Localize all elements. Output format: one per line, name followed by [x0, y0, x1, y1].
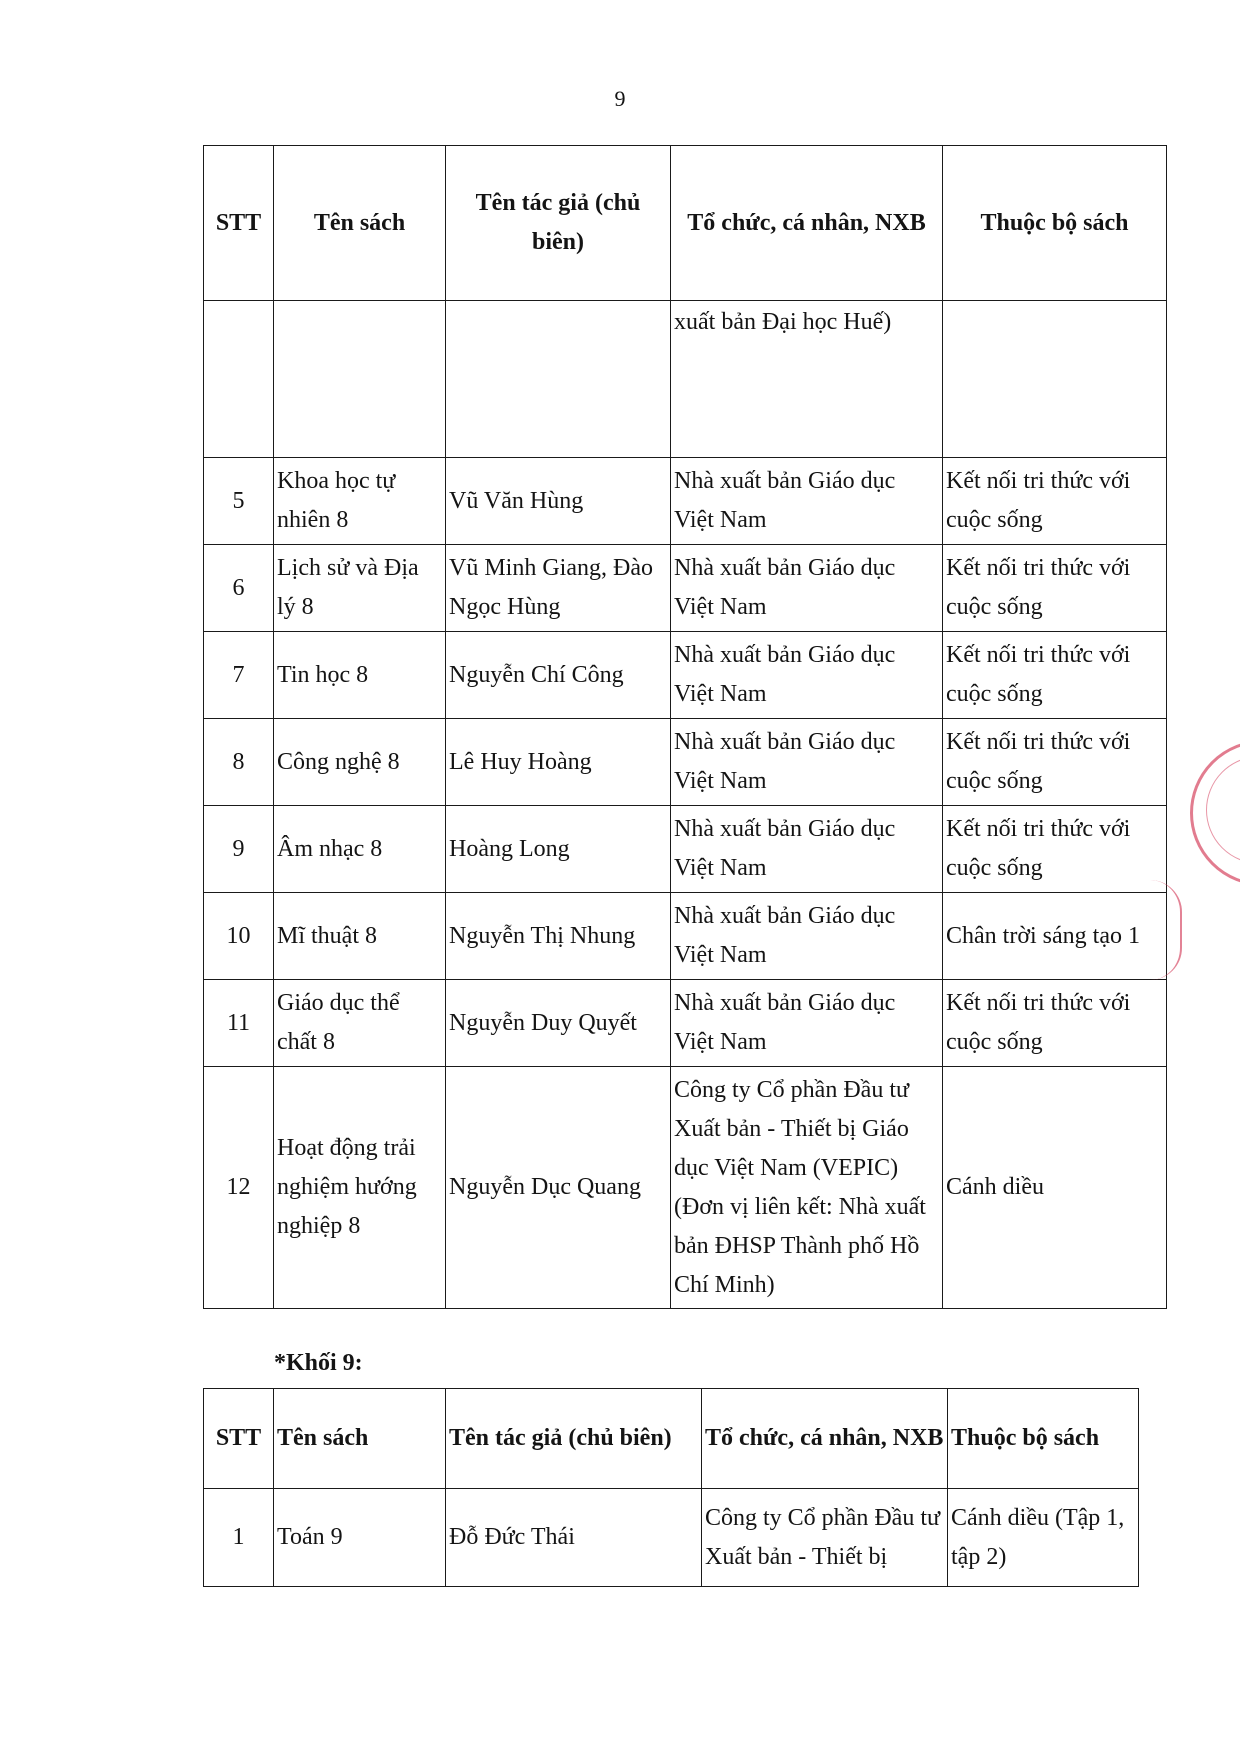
cell-nxb: Nhà xuất bản Giáo dục Việt Nam	[671, 632, 943, 719]
header-stt: STT	[204, 1389, 274, 1489]
header-ten-sach: Tên sách	[274, 1389, 446, 1489]
cell-stt	[204, 301, 274, 458]
official-seal-edge	[1150, 880, 1182, 980]
table-khoi-8	[203, 145, 1167, 1309]
cell-tac-gia	[446, 301, 671, 458]
cell-ten-sach: Âm nhạc 8	[274, 806, 446, 893]
cell-ten-sach: Tin học 8	[274, 632, 446, 719]
header-nxb: Tổ chức, cá nhân, NXB	[702, 1389, 948, 1489]
section-heading-khoi-9: *Khối 9:	[274, 1350, 363, 1376]
header-stt: STT	[204, 146, 274, 301]
cell-bo-sach: Chân trời sáng tạo 1	[943, 893, 1167, 980]
cell-nxb: xuất bản Đại học Huế)	[671, 301, 943, 458]
cell-tac-gia: Đỗ Đức Thái	[446, 1489, 702, 1587]
cell-stt: 5	[204, 458, 274, 545]
cell-nxb: Nhà xuất bản Giáo dục Việt Nam	[671, 458, 943, 545]
header-bo-sach: Thuộc bộ sách	[943, 146, 1167, 301]
table-header-row	[204, 146, 1167, 301]
cell-nxb: Nhà xuất bản Giáo dục Việt Nam	[671, 893, 943, 980]
continuation-row	[204, 301, 1167, 458]
cell-bo-sach	[943, 301, 1167, 458]
cell-ten-sach: Mĩ thuật 8	[274, 893, 446, 980]
cell-stt: 12	[204, 1067, 274, 1309]
cell-bo-sach: Kết nối tri thức với cuộc sống	[943, 980, 1167, 1067]
table-row	[204, 1489, 1139, 1587]
cell-nxb: Nhà xuất bản Giáo dục Việt Nam	[671, 719, 943, 806]
cell-stt: 10	[204, 893, 274, 980]
cell-tac-gia: Nguyễn Thị Nhung	[446, 893, 671, 980]
table-row	[204, 980, 1167, 1067]
cell-tac-gia: Vũ Minh Giang, Đào Ngọc Hùng	[446, 545, 671, 632]
cell-nxb: Công ty Cổ phần Đầu tư Xuất bản - Thiết bị Giáo dục Việt Nam (VEPIC) (Đơn vị liên kết: Nhà xuất bản ĐHSP Thành phố Hồ Chí Minh)	[671, 1067, 943, 1309]
cell-nxb: Nhà xuất bản Giáo dục Việt Nam	[671, 806, 943, 893]
cell-tac-gia: Lê Huy Hoàng	[446, 719, 671, 806]
cell-nxb: Nhà xuất bản Giáo dục Việt Nam	[671, 545, 943, 632]
cell-stt: 6	[204, 545, 274, 632]
cell-bo-sach: Cánh diều (Tập 1, tập 2)	[948, 1489, 1139, 1587]
table-row	[204, 1067, 1167, 1309]
table-row	[204, 806, 1167, 893]
table-khoi-9	[203, 1388, 1139, 1587]
cell-tac-gia: Nguyễn Dục Quang	[446, 1067, 671, 1309]
page-number: 9	[614, 86, 626, 111]
header-tac-gia: Tên tác giả (chủ biên)	[446, 146, 671, 301]
cell-tac-gia: Hoàng Long	[446, 806, 671, 893]
cell-stt: 9	[204, 806, 274, 893]
table-row	[204, 632, 1167, 719]
cell-bo-sach: Kết nối tri thức với cuộc sống	[943, 632, 1167, 719]
cell-nxb: Nhà xuất bản Giáo dục Việt Nam	[671, 980, 943, 1067]
header-ten-sach: Tên sách	[274, 146, 446, 301]
cell-ten-sach: Toán 9	[274, 1489, 446, 1587]
cell-stt: 7	[204, 632, 274, 719]
table-header-row	[204, 1389, 1139, 1489]
cell-tac-gia: Nguyễn Duy Quyết	[446, 980, 671, 1067]
header-nxb: Tổ chức, cá nhân, NXB	[671, 146, 943, 301]
table-row	[204, 719, 1167, 806]
cell-stt: 11	[204, 980, 274, 1067]
cell-nxb: Công ty Cổ phần Đầu tư Xuất bản - Thiết bị	[702, 1489, 948, 1587]
cell-ten-sach	[274, 301, 446, 458]
table-row	[204, 458, 1167, 545]
cell-stt: 1	[204, 1489, 274, 1587]
header-tac-gia: Tên tác giả (chủ biên)	[446, 1389, 702, 1489]
table-row	[204, 545, 1167, 632]
cell-tac-gia: Nguyễn Chí Công	[446, 632, 671, 719]
cell-bo-sach: Kết nối tri thức với cuộc sống	[943, 719, 1167, 806]
cell-bo-sach: Kết nối tri thức với cuộc sống	[943, 545, 1167, 632]
cell-stt: 8	[204, 719, 274, 806]
cell-ten-sach: Khoa học tự nhiên 8	[274, 458, 446, 545]
cell-bo-sach: Kết nối tri thức với cuộc sống	[943, 458, 1167, 545]
cell-bo-sach: Kết nối tri thức với cuộc sống	[943, 806, 1167, 893]
cell-ten-sach: Hoạt động trải nghiệm hướng nghiệp 8	[274, 1067, 446, 1309]
cell-ten-sach: Công nghệ 8	[274, 719, 446, 806]
cell-bo-sach: Cánh diều	[943, 1067, 1167, 1309]
header-bo-sach: Thuộc bộ sách	[948, 1389, 1139, 1489]
cell-ten-sach: Giáo dục thể chất 8	[274, 980, 446, 1067]
cell-tac-gia: Vũ Văn Hùng	[446, 458, 671, 545]
table-row	[204, 893, 1167, 980]
cell-ten-sach: Lịch sử và Địa lý 8	[274, 545, 446, 632]
